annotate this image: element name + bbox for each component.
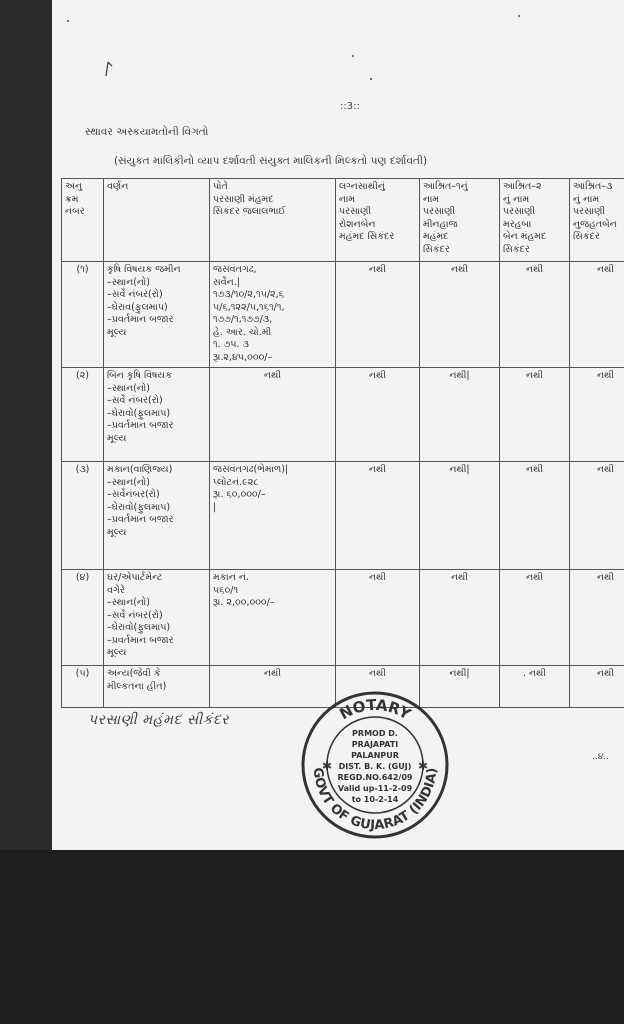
self-holding: ૫/૬,૧૨૨/૫,૧૬૧/૧, <box>213 301 285 313</box>
page-marker: ::3:: <box>340 101 360 112</box>
column-header <box>500 179 570 262</box>
self-holding: જસવંતગઢ, <box>213 264 257 275</box>
dependent-2-holding: . નથી <box>522 668 547 679</box>
asset-description: મૂલ્ય <box>107 432 127 444</box>
dependent-3-holding: નથી <box>596 572 615 583</box>
self-holding: ૧૭૩/૧૦/૨,૧૫/૨,૬ <box>213 289 284 300</box>
header-text: સિકંદર <box>423 243 450 255</box>
table-row <box>62 368 624 462</box>
dependent-3-holding: નથી <box>596 668 615 679</box>
asset-description: –ઘેરાવો(ફુલમાપ) <box>107 501 171 513</box>
dependent-3-holding: નથી <box>596 464 615 475</box>
header-text: આશ્રિત–૨ <box>503 181 542 192</box>
asset-description: –સર્વે નંબર(રો) <box>107 609 163 621</box>
header-text: મહંમદ સિકંદર <box>339 231 395 242</box>
spouse-holding: નથી <box>368 572 387 583</box>
row-number: (૩) <box>75 464 90 475</box>
header-text: પરસાણી <box>339 206 372 217</box>
header-text: સિકંદર <box>573 231 600 242</box>
asset-description: –ઘેરાવો(ફુલમાપ) <box>107 622 171 633</box>
stamp-line: REGD.NO.642/09 <box>337 773 413 782</box>
star-icon: ✱ <box>418 759 429 773</box>
header-text: આશ્રિત–૧નું <box>423 181 468 192</box>
column-header <box>62 179 104 262</box>
asset-description: –સ્થાન(નો) <box>107 382 151 394</box>
self-holding: ૧૭૭/૧,૧૭૭/૩, <box>213 314 273 325</box>
scan-speck <box>518 15 520 17</box>
asset-description: મૂલ્ય <box>107 326 127 338</box>
table-row <box>62 262 624 368</box>
column-header <box>420 179 500 262</box>
column-header <box>104 179 210 262</box>
star-icon: ✱ <box>322 759 333 773</box>
table-row <box>62 462 624 570</box>
header-text: મીનહાજ <box>423 218 458 230</box>
asset-description: –સ્થાન(નો) <box>107 276 151 288</box>
asset-description: મૂલ્ય <box>107 647 127 658</box>
dependent-3-holding: નથી <box>596 370 615 381</box>
header-text: નું નામ <box>503 193 530 205</box>
column-header <box>210 179 336 262</box>
self-holding: પ્લોટનં.૯૨૮ <box>213 476 259 488</box>
header-text: રોશનબેન <box>339 218 376 230</box>
asset-description: મૂલ્ય <box>107 526 127 538</box>
scanner-bottom-border <box>0 850 624 1024</box>
notary-stamp <box>300 690 450 840</box>
header-text: લગ્નસાથીનું <box>339 181 385 192</box>
asset-description: –ઘેરાવો(ફુલમાપ) <box>107 407 171 419</box>
header-text: સિકંદર જલાલભાઈ <box>213 206 286 217</box>
scan-speck <box>67 20 69 22</box>
table-body <box>62 262 624 708</box>
asset-description: –સ્થાન(નો) <box>107 597 151 608</box>
immovable-assets-table <box>61 178 624 708</box>
row-number: (૧) <box>76 264 89 275</box>
stamp-line: to 10-2-14 <box>351 795 399 804</box>
spouse-holding: નથી <box>368 464 387 475</box>
dependent-2-holding: નથી <box>525 464 544 475</box>
header-text: અનુ <box>65 181 83 192</box>
header-text: ક્રમ <box>65 193 79 205</box>
header-text: પરસાણી મંહમદ <box>213 193 274 205</box>
asset-description: –સર્વેનંબર(રો) <box>107 489 160 500</box>
asset-description: –ઘેરાવ(ફુલમાપ) <box>107 301 168 313</box>
pen-mark <box>102 60 114 80</box>
header-text: સિકંદર <box>503 243 530 255</box>
asset-description: કૃષિ વિષયક જમીન <box>107 264 181 275</box>
header-text: વર્ણન <box>107 181 129 192</box>
stamp-line: PRAJAPATI <box>351 740 399 749</box>
dependent-3-holding: નથી <box>596 264 615 275</box>
self-holding: મકાન નં. <box>213 572 249 583</box>
stamp-bottom-text: GOVT OF GUJARAT (INDIA) <box>309 766 441 834</box>
asset-description: મીલ્કતના હીત) <box>107 680 167 692</box>
column-header <box>570 179 624 262</box>
self-holding: સર્વેન.| <box>213 276 240 288</box>
row-number: (૨) <box>76 370 89 381</box>
spouse-holding: નથી <box>368 264 387 275</box>
asset-description: –પ્રવર્તમાન બજાર <box>107 420 174 431</box>
document-page <box>52 0 624 850</box>
self-holding: હે. આર. ચો.મી <box>213 326 272 338</box>
page-number: ..૪.. <box>592 752 610 762</box>
header-text: પોતે <box>213 181 228 192</box>
column-header <box>336 179 420 262</box>
header-text: નામ <box>423 193 440 205</box>
row-number: (૫) <box>75 668 90 679</box>
asset-description: ઘર/એપાર્ટમેન્ટ <box>107 572 163 583</box>
scan-speck <box>370 78 372 80</box>
self-holding: ૧. ૭૫. ૩ <box>213 339 249 350</box>
dependent-1-holding: નથી <box>450 572 469 583</box>
self-holding: જસવંતગઢ(ભેમાળ)| <box>213 464 289 475</box>
header-text: મહંમદ <box>423 231 449 242</box>
asset-description: –પ્રવર્તમાન બજાર <box>107 314 174 325</box>
scanner-left-border <box>0 0 52 850</box>
table-header-row <box>62 179 624 262</box>
header-text: નું નામ <box>573 193 600 205</box>
self-holding: | <box>213 501 217 513</box>
stamp-top-text: NOTARY <box>336 695 414 724</box>
section-title: સ્થાવર અસ્કયામતોની વિગતો <box>85 126 209 138</box>
header-text: પરસાણી <box>503 206 536 217</box>
row-number: (૪) <box>75 572 90 583</box>
dependent-1-holding: નથી| <box>449 370 470 381</box>
header-text: પરસાણી <box>573 206 606 217</box>
self-holding: ૫૬૦/૧ <box>213 584 239 596</box>
asset-description: મકાન(વાણિજ્ય) <box>107 464 173 475</box>
dependent-2-holding: નથી <box>525 572 544 583</box>
section-subtitle: (સંયુકત માલિકીનો વ્યાપ દર્શાવતી સંયુક્ત માલિકની મિલ્કતો પણ દર્શાવતી) <box>114 155 428 167</box>
asset-description: –પ્રવર્તમાન બજાર <box>107 634 174 646</box>
dependent-1-holding: નથી| <box>449 668 470 679</box>
header-text: પરસાણી <box>423 206 456 217</box>
header-text: નામ <box>339 193 356 205</box>
handwritten-signature: પરસાણી મહંમદ સીકંદર <box>88 712 230 728</box>
dependent-2-holding: નથી <box>525 264 544 275</box>
self-holding: રૂા. ૬૦,૦૦૦/– <box>213 489 266 500</box>
dependent-2-holding: નથી <box>525 370 544 381</box>
self-holding: નથી <box>263 370 282 381</box>
header-text: નુજહતબેન <box>573 218 617 230</box>
table-row <box>62 570 624 666</box>
header-text: નંબર <box>65 206 85 217</box>
stamp-line: PALANPUR <box>351 751 399 760</box>
self-holding: રૂા.૨,૪૫,૦૦૦/– <box>213 351 273 363</box>
spouse-holding: નથી <box>368 370 387 381</box>
asset-description: વગેરે <box>107 584 125 596</box>
asset-description: –સર્વે નંબર(રો) <box>107 395 163 406</box>
header-text: બેન મંહમદ <box>503 231 547 242</box>
stamp-line: Valid up-11-2-09 <box>337 784 413 793</box>
stamp-inner-lines <box>338 729 413 804</box>
self-holding: રૂા. ૨,૦૦,૦૦૦/– <box>213 597 275 608</box>
asset-description: –પ્રવર્તમાન બજાર <box>107 514 174 525</box>
asset-description: અન્ય(જેવી કે <box>107 668 161 679</box>
stamp-line: PRMOD D. <box>352 729 398 738</box>
scan-speck <box>352 55 354 57</box>
asset-description: –સર્વે નંબર(રો) <box>107 289 163 300</box>
dependent-1-holding: નથી <box>450 264 469 275</box>
stamp-line: DIST. B. K. (GUJ) <box>338 762 412 771</box>
spouse-holding: નથી <box>368 668 387 679</box>
asset-description: –સ્થાન(નો) <box>107 476 151 488</box>
dependent-1-holding: નથી| <box>449 464 470 475</box>
self-holding: નથી <box>263 668 282 679</box>
header-text: આશ્રિત–૩ <box>573 181 613 192</box>
header-text: મરહબા <box>503 218 532 230</box>
asset-description: બિન કૃષિ વિષયક <box>107 370 172 381</box>
